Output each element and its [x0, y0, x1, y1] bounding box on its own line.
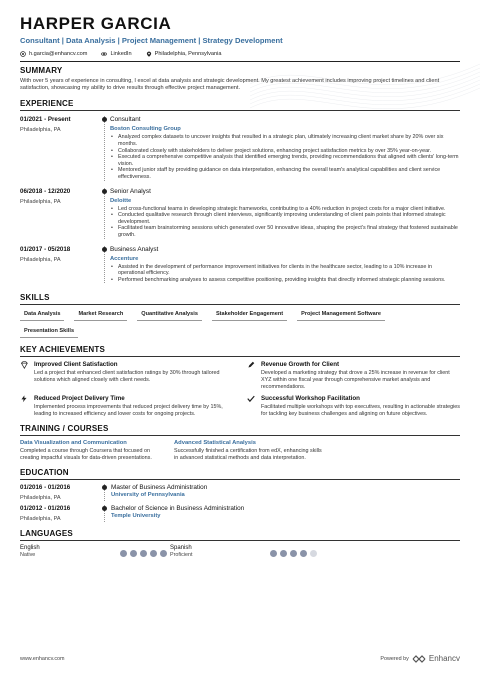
achievement-content [34, 361, 233, 390]
training-rule [20, 435, 460, 436]
lightning-icon [20, 395, 28, 403]
rating-dot-empty [310, 550, 317, 557]
location-text: Philadelphia, Pennsylvania [154, 51, 222, 57]
education-date: 01/2012 - 01/2016 [20, 505, 71, 513]
timeline-dot [102, 117, 107, 122]
education-item [20, 505, 460, 522]
achievement-description: Led a project that enhanced client satisfaction ratings by 30% through tailored solutions which aligned closely with client needs. [34, 370, 220, 383]
education-body [104, 505, 460, 522]
language-item [170, 545, 330, 558]
rating-dot-filled [140, 550, 147, 557]
at-sign-icon [20, 51, 26, 57]
languages-list [20, 545, 460, 558]
achievements-rule [20, 356, 460, 357]
training-list [20, 440, 460, 461]
achievements-heading: KEY ACHIEVEMENTS [20, 345, 105, 355]
achievement-content [34, 395, 233, 417]
skill-tag: Data Analysis [20, 308, 64, 321]
experience-heading: EXPERIENCE [20, 99, 74, 109]
experience-bullets [110, 134, 460, 180]
experience-meta [20, 246, 104, 284]
rating-dot-filled [290, 550, 297, 557]
experience-company[interactable]: Boston Consulting Group [110, 126, 181, 133]
decorative-wave-pattern [250, 52, 480, 122]
achievement-description: Developed a marketing strategy that drove a 25% increase in revenue for client XYZ within one fiscal year through comprehensive market analysis and recommendations. [261, 370, 450, 390]
experience-date: 06/2018 - 12/2020 [20, 187, 71, 195]
bullet-point: • Led cross-functional teams in developing strategic frameworks, contributing to a 40% reduction in project costs for a major client initiative. [110, 206, 460, 213]
education-school[interactable]: Temple University [111, 513, 161, 520]
achievement-description: Implemented process improvements that reduced project delivery time by 15%, leading to increased efficiency and lower costs for ongoing projects. [34, 404, 223, 417]
achievement-description: Facilitated multiple workshops with top executives, resulting in actionable strategies for tackling key business challenges and aligning on future objectives. [261, 404, 460, 417]
enhancv-logo-icon [412, 655, 426, 663]
training-title: Data Visualization and Communication [20, 440, 127, 447]
bullet-point: • Collaborated closely with stakeholders to deliver project solutions, enhancing project satisfaction metrics by over 35% year-on-year. [110, 148, 460, 155]
checkmark-icon [247, 395, 255, 403]
language-text [170, 545, 252, 558]
gem-icon [20, 361, 28, 369]
bullet-point: • Mentored junior staff by providing guidance on data interpretation, enhancing the overall team's analytical capabilities and client service effectiveness. [110, 167, 460, 180]
skill-tag: Stakeholder Engagement [212, 308, 287, 321]
rating-dot-filled [120, 550, 127, 557]
experience-location: Philadelphia, PA [20, 198, 61, 205]
bullet-point: • Assisted in the development of performance improvement initiatives for clients in the healthcare sector, leading to a 10% increase in operational efficiency. [110, 264, 460, 277]
training-description: Successfully finished a certification from edX, enhancing skills in advanced statistical methods and data interpretation. [174, 448, 322, 461]
achievement-title: Reduced Project Delivery Time [34, 395, 125, 403]
education-list [20, 484, 460, 522]
skills-rule [20, 304, 460, 305]
achievement-content [261, 395, 460, 417]
language-name: English [20, 545, 40, 552]
training-title: Advanced Statistical Analysis [174, 440, 256, 447]
education-location: Philadelphia, PA [20, 516, 61, 523]
language-rating [120, 550, 167, 557]
skill-tag: Project Management Software [297, 308, 385, 321]
achievement-title: Successful Workshop Facilitation [261, 395, 360, 403]
experience-item [20, 188, 460, 239]
rating-dot-filled [130, 550, 137, 557]
candidate-name: HARPER GARCIA [20, 14, 172, 33]
candidate-headline: Consultant | Data Analysis | Project Management | Strategy Development [20, 36, 283, 45]
experience-meta [20, 188, 104, 239]
rating-dot-filled [300, 550, 307, 557]
language-item [20, 545, 170, 558]
skill-tag: Presentation Skills [20, 325, 78, 338]
experience-role: Business Analyst [110, 245, 159, 253]
bullet-point: • Performed benchmarking analyses to assess competitive positioning, providing insights that directly informed strategic planning sessions. [110, 277, 460, 284]
experience-list [20, 116, 460, 283]
experience-date: 01/2021 - Present [20, 116, 71, 124]
experience-role: Consultant [110, 116, 141, 124]
bullet-point: • Analyzed complex datasets to uncover insights that resulted in a strategic plan, ultimately increasing client market share by 20% over six months. [110, 134, 460, 147]
summary-heading: SUMMARY [20, 66, 63, 75]
timeline-dot [102, 247, 107, 252]
timeline-dot [102, 506, 107, 511]
footer-brand[interactable] [380, 654, 460, 663]
experience-company[interactable]: Deloitte [110, 197, 132, 204]
experience-meta [20, 116, 104, 180]
education-meta [20, 484, 104, 501]
brand-name-text: Enhancv [428, 654, 460, 663]
contact-email[interactable] [20, 51, 87, 57]
experience-company[interactable]: Accenture [110, 255, 139, 262]
contact-linkedin[interactable] [101, 51, 131, 57]
experience-item [20, 116, 460, 180]
footer-website[interactable]: www.enhancv.com [20, 655, 65, 662]
achievements-list [20, 361, 460, 417]
bullet-point: • Facilitated team brainstorming sessions which generated over 50 innovative ideas, shaping the project's final strategy that fostered sustainable growth. [110, 225, 460, 238]
experience-date: 01/2017 - 05/2018 [20, 245, 71, 253]
languages-rule [20, 540, 460, 541]
email-text: h.garcia@enhancv.com [29, 51, 88, 57]
page-footer [20, 654, 460, 663]
skills-heading: SKILLS [20, 293, 50, 303]
contact-location [146, 51, 222, 57]
education-school[interactable]: University of Pennsylvania [111, 492, 185, 499]
timeline-dot [102, 189, 107, 194]
link-icon [101, 51, 107, 57]
achievement-content [261, 361, 460, 390]
skills-list [20, 308, 460, 342]
languages-heading: LANGUAGES [20, 529, 73, 539]
experience-bullets [110, 206, 460, 239]
education-rule [20, 479, 460, 480]
education-degree: Master of Business Administration [111, 484, 208, 492]
training-item [20, 440, 168, 461]
education-date: 01/2016 - 01/2016 [20, 484, 71, 492]
linkedin-text: LinkedIn [110, 51, 132, 57]
training-item [174, 440, 322, 461]
achievement-item [20, 361, 233, 390]
achievement-item [247, 361, 460, 390]
achievement-title: Improved Client Satisfaction [34, 361, 118, 369]
achievement-title: Revenue Growth for Client [261, 361, 340, 369]
language-level: Native [20, 552, 36, 559]
language-rating [270, 550, 317, 557]
rating-dot-filled [270, 550, 277, 557]
achievement-item [247, 395, 460, 417]
rating-dot-filled [150, 550, 157, 557]
rating-dot-filled [280, 550, 287, 557]
education-heading: EDUCATION [20, 468, 69, 478]
powered-by-text: Powered by [380, 655, 409, 662]
experience-body [104, 246, 460, 284]
education-location: Philadelphia, PA [20, 495, 61, 502]
experience-location: Philadelphia, PA [20, 256, 61, 263]
skill-tag: Quantitative Analysis [137, 308, 202, 321]
language-name: Spanish [170, 545, 192, 552]
experience-role: Senior Analyst [110, 187, 151, 195]
language-text [20, 545, 102, 558]
education-item [20, 484, 460, 501]
experience-bullets [110, 264, 460, 284]
education-meta [20, 505, 104, 522]
bullet-point: • Conducted qualitative research through client interviews, significantly improving understanding of client pain points that informed strategic development. [110, 212, 460, 225]
experience-body [104, 116, 460, 180]
experience-item [20, 246, 460, 284]
skill-tag: Market Research [74, 308, 127, 321]
education-body [104, 484, 460, 501]
training-description: Completed a course through Coursera that focused on creating impactful visuals for data-driven presentations. [20, 448, 152, 461]
language-level: Proficient [170, 552, 193, 559]
education-degree: Bachelor of Science in Business Administration [111, 505, 245, 513]
pen-icon [247, 361, 255, 369]
experience-location: Philadelphia, PA [20, 127, 61, 134]
timeline-dot [102, 485, 107, 490]
summary-text: With over 5 years of experience in consulting, I excel at data analysis and strategic development. My greatest achievement includes improving project timelines and client satisfaction, showcasing my ability to drive results through effective project management. [20, 78, 440, 92]
experience-body [104, 188, 460, 239]
training-heading: TRAINING / COURSES [20, 424, 109, 434]
rating-dot-filled [160, 550, 167, 557]
bullet-point: • Executed a comprehensive competitive analysis that identified emerging trends, providing recommendations that aligned with clients' long-term vision. [110, 154, 460, 167]
achievement-item [20, 395, 233, 417]
map-pin-icon [146, 51, 152, 57]
